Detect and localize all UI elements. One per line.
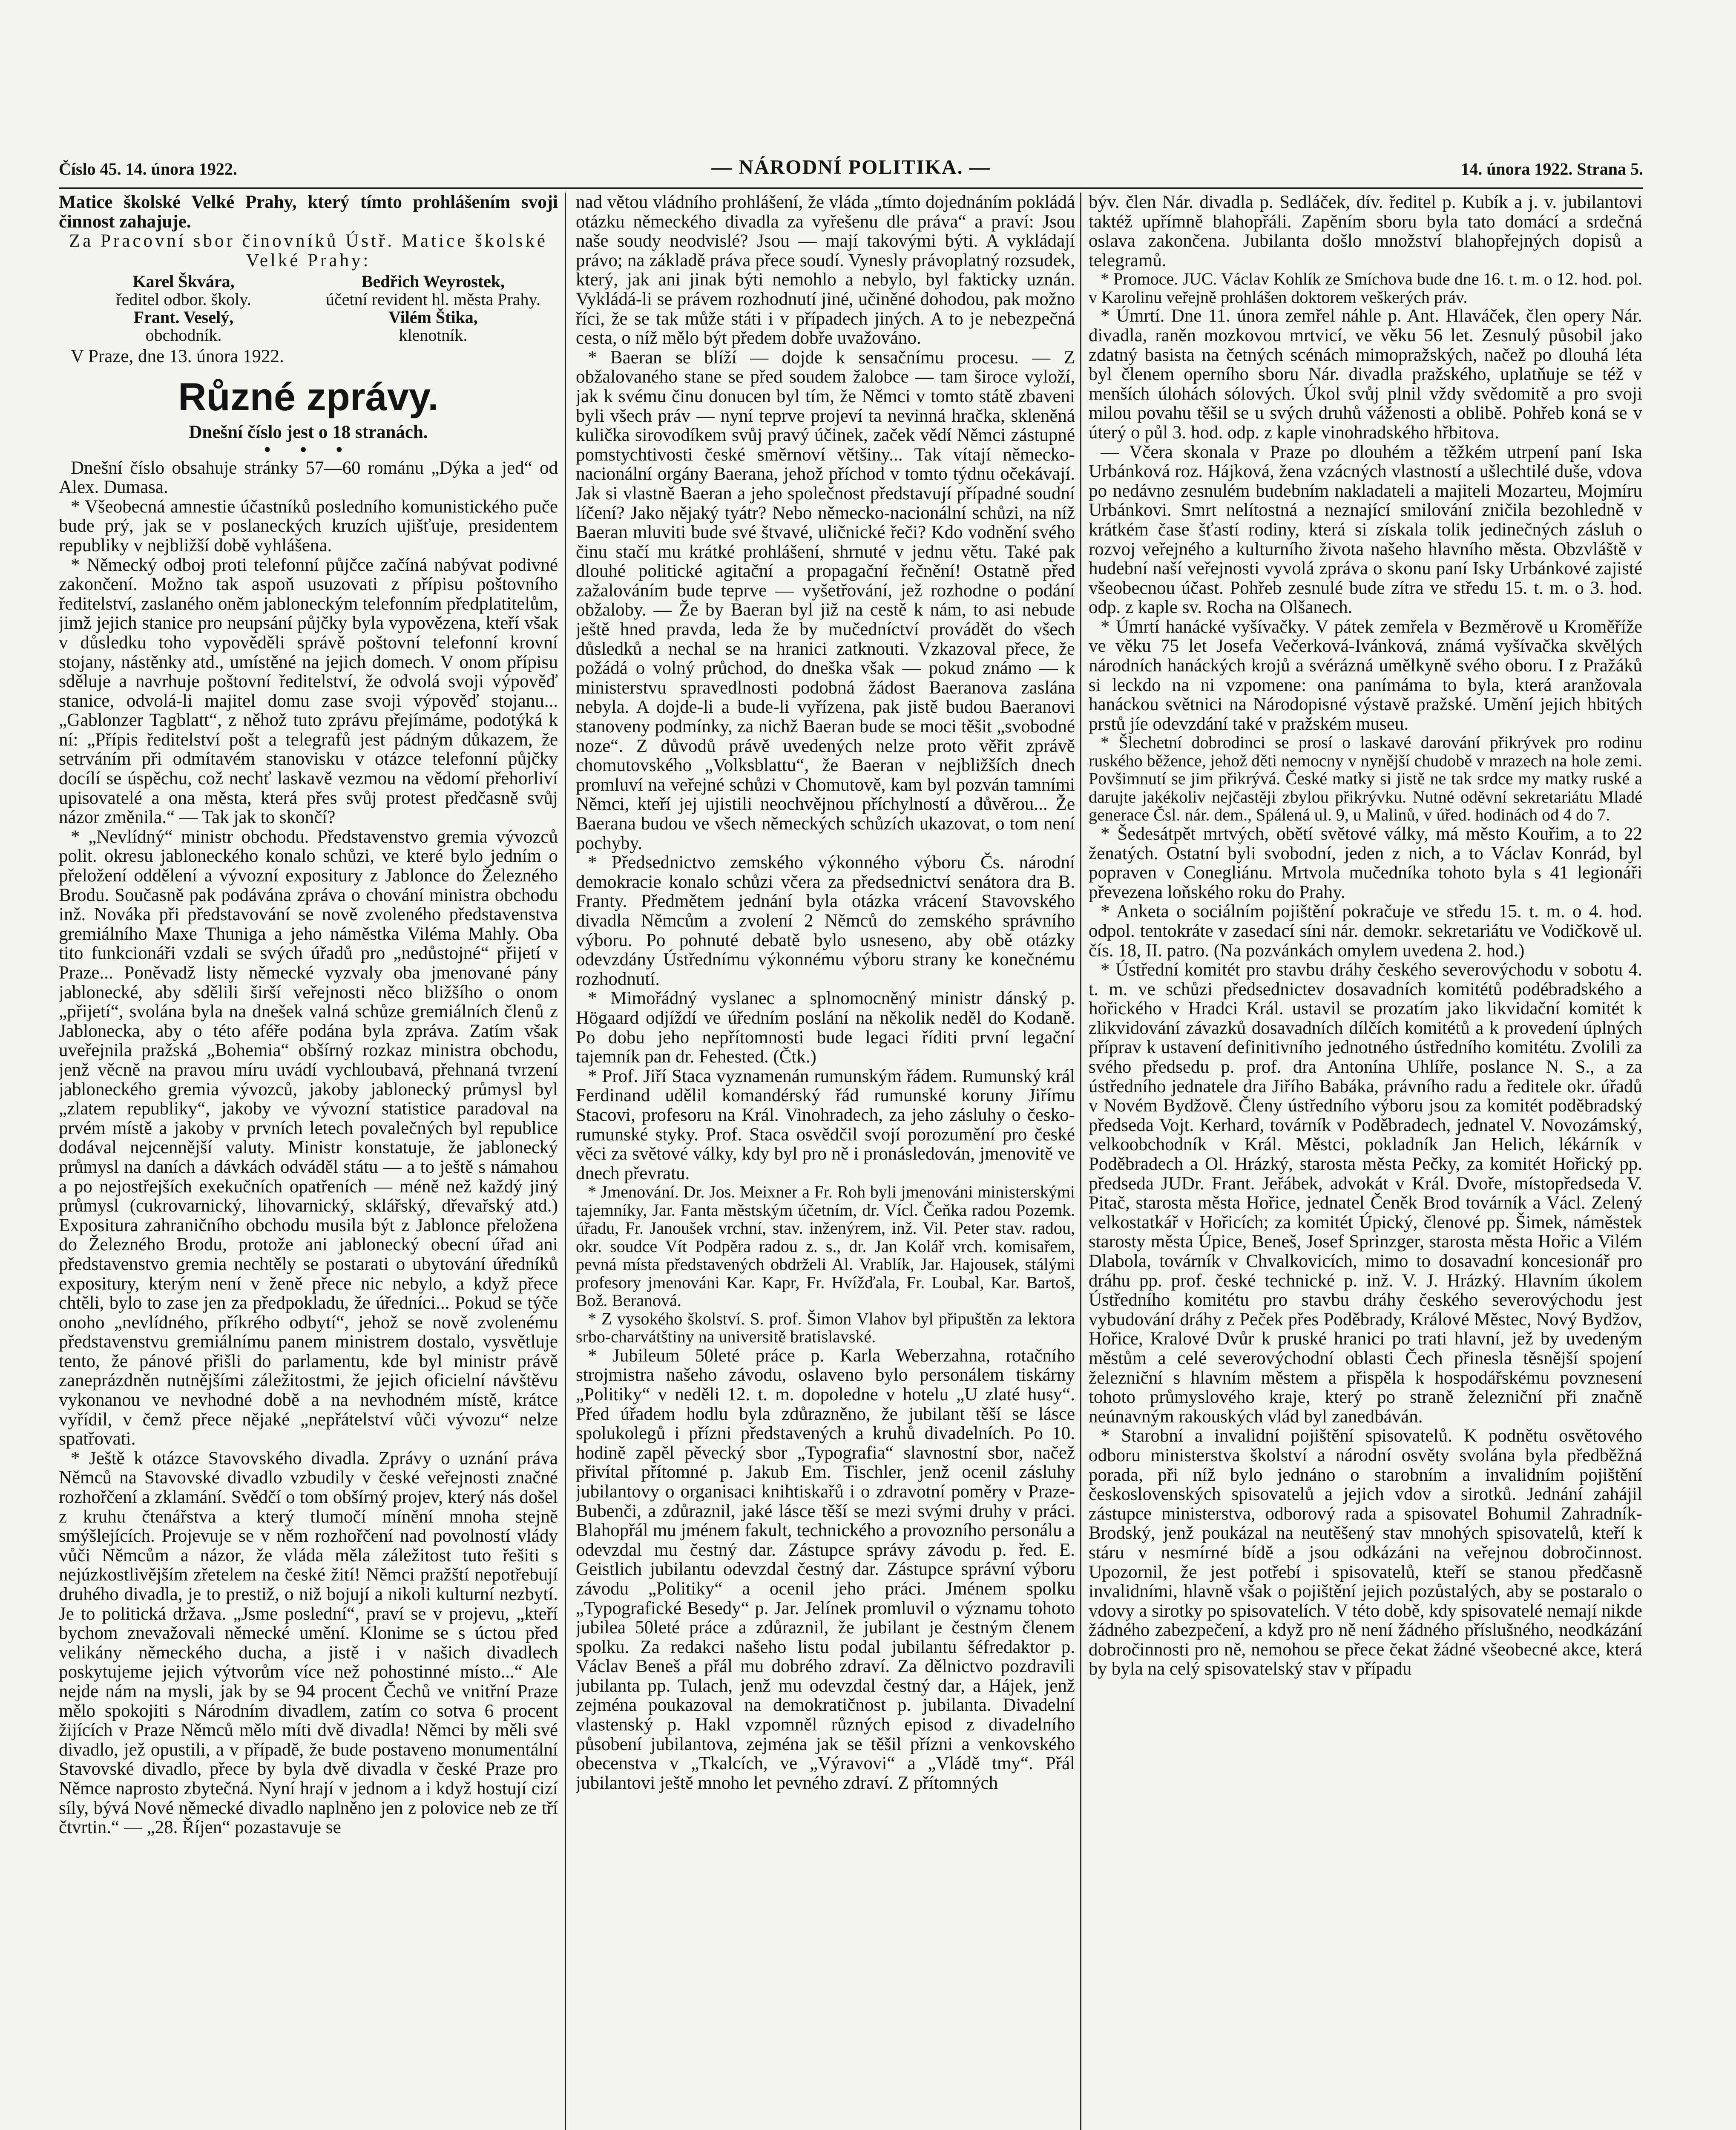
page-header <box>59 155 1643 185</box>
news-item: * Všeobecná amnestie účastníků posledního komunistického puče bude prý, jak se v poslaneckých kruzích ujišťuje, presidentem republiky v nejbližší době vyhlášena. <box>59 496 558 556</box>
issue-number: Číslo 45. 14. února 1922. <box>59 159 237 178</box>
news-item: * Šedesátpět mrtvých, obětí světové války, má město Kouřim, a to 22 ženatých. Ostatní byli svobodní, jeden z nich, a to Václav Konrád, byl popraven v Conegliánu. Mrtvola mučedníka tohoto byla s 41 legionáři převezena loňského roku do Prahy. <box>1089 823 1642 902</box>
signatures <box>59 273 558 344</box>
signature: Frant. Veselý, obchodník. <box>133 308 234 345</box>
column-2 <box>576 193 1075 2130</box>
news-item: * Německý odboj proti telefonní půjčce začíná nabývat podivné zakončení. Možno tak aspoň usuzovati z přípisu poštovního ředitelství, zaslaného oněm jabloneckým telefonním předplatitelům, jimž jejich stanice pro neupsání půjčky byla vypovězena, kteří však v důsledku toho vypověděli správě poštovní telefonní krovní stojany, nástěnky atd., umístěné na jejich domech. V onom přípisu sděluje a navrhuje poštovní ředitelství, že odvolá svoji výpověď stanice, odvolá-li majitel domu zase svoji výpověď stojanu... „Gablonzer Tagblatt“, z něhož tuto zprávu přejímáme, podotýká k ní: „Přípis ředitelství pošt a telegrafů jest pádným důkazem, že setrváním při odmítavém stanovisku v otázce telefonní půjčky docílí se úspěchu, což nechť laskavě vezmou na vědomí přehorliví upisovatelé a ona města, která přes svůj protest předčasně svůj názor změnila.“ — Tak jak to skončí? <box>59 555 558 828</box>
news-item: * Mimořádný vyslanec a splnomocněný ministr dánský p. Högaard odjíždí ve úředním poslání na několik neděl do Kodaně. Po dobu jeho nepřítomnosti bude legaci říditi první legační tajemník pan dr. Fehested. (Čtk.) <box>576 988 1075 1067</box>
signature: Vilém Štika, klenotník. <box>388 308 478 345</box>
news-item: * Ústřední komitét pro stavbu dráhy českého severovýchodu v sobotu 4. t. m. ve schůzi předsednictev dosavadních komitétů podébradského a hořického v Hradci Král. ustavil se prozatím jako likvidační komitét k zlikvidování závazků dosavadních dílčích komitétů a k provedení úplných příprav k ustavení definitivního jednotného ústředního komitétu. Zvolili za svého předsedu p. prof. dra Antonína Uhlíře, poslance N. S., a za ústředního jednatele dra Jiřího Babáka, právního radu a ředitele okr. úřadů v Novém Bydžově. Členy ústředního výboru jsou za komitét poděbradský předseda Vojt. Kerhard, továrník v Poděbradech, jednatel V. Novozámský, velkoobchodník v Král. Městci, pokladník Jan Helich, lékárník v Poděbradech a Ol. Hrázký, starosta města Pečky, za komitét Hořický pp. předseda JUDr. Frant. Jeřábek, advokát v Král. Dvoře, místopředseda V. Pitač, starosta města Hořice, jednatel Čeněk Brod továrník a Václ. Zelený velkostatkář v Hořicích; za komitét Úpický, členové pp. Šimek, náměstek starosty města Úpice, Beneš, Josef Sprinzger, starosta města Hořic a Vilém Dlabola, továrník v Chvalkovicích, mimo to dosavadní koncesionář pro dráhu pp. prof. české technické p. inž. V. J. Hrázký. Hlavním úkolem Ústředního komitétu pro stavbu dráhy českého severovýchodu jest vybudování dráhy z Peček přes Poděbrady, Králové Městec, Nový Bydžov, Hořice, Kralové Dvůr k pruské hranici po trati hlavní, jež by uvedeným městům a celé severovýchodní oblasti Čech přinesla těsnější spojení železniční s hlavním městem a přispěla k hospodářskému povznesení tohoto průmyslového kraje, který po straně železniční při značně neúnavným rakouských vlád byl zanedbáván. <box>1089 960 1642 1427</box>
column-1 <box>59 193 558 2130</box>
signatories-intro: Za Pracovní sbor činovníků Ústř. Matice školské Velké Prahy: <box>69 231 548 271</box>
article-continuation: nad větou vládního prohlášení, že vláda „tímto dojednáním pokládá otázku německého divadla za vyřešenu dle práva“ a praví: Jsou naše soudy neodvislé? Jsou — mají takovými býti. A vykládají právo; na základě práva přece soudí. Vynesly právoplatný rozsudek, který, jak ani jinak býti nemohlo a nebylo, byl fakticky uznán. Vykládá-li se právem rozhodnutí jiné, učiněné dohodou, pak možno říci, že se tak může státi i v případech jiných. A to je nebezpečná cesta, o níž mělo být předem dobře uvažováno. <box>576 193 1075 348</box>
issue-note: Dnešní číslo jest o 18 stranách. <box>189 422 428 442</box>
masthead-title: — NÁRODNÍ POLITIKA. — <box>711 156 991 178</box>
section-heading: Různé zprávy. <box>178 375 439 419</box>
column-divider <box>565 193 566 2130</box>
news-item: * Úmrtí hanácké vyšívačky. V pátek zemřela v Bezměrově u Kroměříže ve věku 75 let Josefa Večerková-Ivánková, známá vyšívačka skvělých národních hanáckých krojů a svérázná umělkyně svého oboru. I z Pražáků si leckdo na ni vzpomene: ona panímáma to byla, která aranžovala hanáckou světnici na Národopisné výstavě pražské. Umění jejich hbitých prstů jíe odevzdání také v pražském museu. <box>1089 616 1642 734</box>
news-item: * Úmrtí. Dne 11. února zemřel náhle p. Ant. Hlaváček, člen opery Nár. divadla, raněn mozkovou mrtvicí, ve věku 56 let. Zesnulý působil jako zdatný basista na četných scénách mimopražských, načež po dlouhá léta byl členem operního sboru Nár. divadla pražského, uplatňuje se též v menších úlohách sólových. Úkol svůj plnil vždy svědomitě a pro svoji milou povahu těšil se u svých druhů váženosti a oblibě. Pohřeb koná se v úterý o půl 3. hod. odp. z kaple vinohradského hřbitova. <box>1089 306 1642 443</box>
news-item: * Promoce. JUC. Václav Kohlík ze Smíchova bude dne 16. t. m. o 12. hod. pol. v Karolinu veřejně prohlášen doktorem veškerých práv. <box>1089 269 1642 307</box>
news-item: * Baeran se blíží — dojde k sensačnímu procesu. — Z obžalovaného stane se před soudem žalobce — tam široce vyloží, jak k svému činu donucen byl tím, že Němci v tomto státě zbaveni byli všech práv — nyní teprve projeví ta nevinná hračka, skleněná kulička sirovodíkem svůj pravý účinek, začek vědí Němci zástupné pomstychtivosti české směrnoví většiny... Tak vítají německo-nacionální orgány Baerana, jehož příchod v tomto týdnu očekávají. Jak si vlastně Baeran a jeho společnost představují případné soudní líčení? Jako nějaký tyátr? Nebo německo-nacionální schůzi, na níž Baeran mluviti bude své štvavé, uličnické řeči? Kdo vodnění svého činu stačí mu krátké prohlášení, shrnuté v jednu větu. Také pak dlouhé politické agitační a propagační řečnění! Ostatně před zažalováním bude teprve — vyšetřování, jež rozhodne o podání obžaloby. — Že by Baeran byl již na cestě k nám, to asi nebude ještě hned pravda, leda že by mučedníctví provádět do všech důsledků a nechal se na hranici zatknouti. Vzkazoval přece, že požádá o volný průchod, do dneška však — pokud známo — k ministerstvu spravedlnosti podobná žádost Baeranova zaslána nebyla. A dojde-li a bude-li vyřízena, pak jistě budou Baeranovi stanoveny podmínky, za nichž Baeran bude se moci těšit „svobodné noze“. Z důvodů právě uvedených nelze proto věřit zprávě chomutovského „Volksblattu“, že Baeran v nejbližších dnech promluví na veřejné schůzi v Chomutově, kam byl pozván tamními Němci, kteří jej ujistili neochvějnou příchylností a důvěrou... Že Baerana budou ve všech německých schůzích ukazovat, o tom není pochyby. <box>576 347 1075 853</box>
column-3 <box>1089 193 1642 2130</box>
news-item: * Šlechetní dobrodinci se prosí o laskavé darování přikrývek pro rodinu ruského běžence, jehož děti nemocny v nynější chudobě v mrazech na hole zemi. Povšimnutí se jim přikrývá. České matky si jistě ne tak srdce my matky ruské a darujte jakékoliv nejčastěji zbylou přikrývku. Nutné oděvní sekretariátu Mladé generace Čsl. nár. dem., Spálená ul. 9, u Malinů, v úřed. hodinách od 4 do 7. <box>1089 733 1642 825</box>
news-item: * Starobní a invalidní pojištění spisovatelů. K podnětu osvětového odboru ministerstva školství a národní osvěty svolána byla předběžná porada, při níž bylo jednáno o starobním a invalidním pojištění československých spisovatelů a jejich vdov a sirotků. Jednání zahájil zástupce ministerstva, odborový rada a spisovatel Bohumil Zahradník-Brodský, jenž poukázal na neutěšený stav mnohých spisovatelů, kteří k stáru v nesmírné bídě a jsou odkázáni na veřejnou dobročinnost. Upozornil, že jest potřebí i spisovatelů, kteří se stanou předčasně invalidními, hlavně však o pojištění jejich pozůstalých, aby se postaralo o vdovy a sirotky po spisovatelích. V této době, kdy spisovatelé nemají nikde žádného zabezpečení, a když pro ně není žádného příslušného, neodkázání dobročinnosti pro ně, nemohou se přece čekat žádné všeobecné akce, která by byla na celý spisovatelský stav v případu <box>1089 1426 1642 1679</box>
column-divider <box>1080 193 1081 2130</box>
dateline: V Praze, dne 13. února 1922. <box>71 346 284 367</box>
news-item: — Včera skonala v Praze po dlouhém a těžkém utrpení paní Iska Urbánková roz. Hájková, žena vzácných vlastností a ušlechtilé duše, vdova po nedávno zesnulém budebním nakladateli a majiteli Mozarteu, Mojmíru Urbánkovi. Smrt nelítostná a neznající smilování zničila bezohledně v krátkém čase šťastí rodiny, která si získala tolik jedinečných zásluh o rozvoj veřejného a kulturního života našeho hlavního města. Obzvláště v hudební naší veřejnosti vyvolá zpráva o skonu paní Isky Urbánkové zajisté všeobecnou účast. Pohřeb zesnulé bude zítra ve středu 15. t. m. o 3. hod. odp. z kaple sv. Rocha na Olšanech. <box>1089 442 1642 618</box>
news-item: * Z vysokého školství. S. prof. Šimon Vlahov byl připuštěn za lektora srbo-charvátštiny na universitě bratislavské. <box>576 1309 1075 1347</box>
signature: Bedřich Weyrostek, účetní revident hl. města Prahy. <box>326 272 540 309</box>
news-item: * Jubileum 50leté práce p. Karla Weberzahna, rotačního strojmistra našeho závodu, oslaveno bylo personálem tiskárny „Politiky“ v neděli 12. t. m. dopoledne v hotelu „U zlaté husy“. Před úřadem hodlu byla zdůrazněno, že jubilant těší se lásce spolukolegů i přízni představených a kruhů divadelních. Po 10. hodině zapěl pěvecký sbor „Typografia“ slavnostní sbor, načež přivítal přítomné p. Jakub Em. Tischler, jenž ocenil zásluhy jubilantovy o organisaci knihtiskařů i o zdravotní poměry v Praze-Bubenči, a zdůraznil, jaké lásce těší se mezi svými druhy v práci. Blahopřál mu jménem fakult, technického a provozního personálu a odevzdal mu čestný dar. Zástupce správy závodu p. řed. E. Geistlich jubilantu odevzdal čestný dar. Zástupce správní výboru závodu „Politiky“ a ocenil jeho práci. Jménem spolku „Typografické Besedy“ p. Jar. Jelínek promluvil o významu tohoto jubilea 50leté práce a zdůraznil, že jubilant je čestným členem spolku. Za redakci našeho listu podal jubilantu šéfredaktor p. Václav Beneš a přál mu dobrého zdraví. Za dělnictvo pozdravili jubilanta pp. Tulach, jenž mu odevzdal čestný dar, a Hájek, jenž zejména poukazoval na demokratičnost p. jubilanta. Divadelní vlastenský p. Hakl vzpomněl různých episod z divadelního působení jubilantova, zejména jak se těšil přízni a venkovského obecenstva v „Tkalcích, ve „Výravovi“ a „Vládě tmy“. Přál jubilantovi ještě mnoho let pevného zdraví. Z přítomných <box>576 1345 1075 1793</box>
novel-note: Dnešní číslo obsahuje stránky 57—60 románu „Dýka a jed“ od Alex. Dumasa. <box>59 458 558 498</box>
date-and-page: 14. února 1922. Strana 5. <box>1461 159 1643 178</box>
news-item: * Jmenování. Dr. Jos. Meixner a Fr. Roh byli jmenováni ministerskými tajemníky, Jar. Fanta městským účetním, dr. Vícl. Čeňka radou Pozemk. úřadu, Fr. Janoušek vrchní, stav. inženýrem, inž. Vil. Peter stav. radou, okr. soudce Vít Podpěra radou z. s., dr. Jan Kolář vrch. komisařem, pevná místa představených obdrželi Al. Vrablík, Jar. Hajousek, stálými profesory jmenováni Kar. Kapr, Fr. Hvížďala, Fr. Loubal, Kar. Bartoš, Bož. Beranová. <box>576 1182 1075 1310</box>
signature: Karel Škvára, ředitel odbor. školy. <box>116 272 251 309</box>
news-item: * „Nevlídný“ ministr obchodu. Představenstvo gremia vývozců polit. okresu jabloneckého konalo schůzi, ve které bylo jedním o přeložení oddělení a vývozní expositury z Jablonce do Železného Brodu. Současně pak podávána zpráva o chování ministra obchodu inž. Nováka při představování se nově zvoleného představenstva gremiálního Maxe Thuniga a jeho náměstka Viléma Mahly. Oba tito funkcionáři vzdali se svých úřadů pro „nedůstojné“ přijetí v Praze... Poněvadž listy německé vyzvaly oba jmenované pány jablonecké, aby sdělili širší veřejnosti něco bližšího o onom „přijetí“, svolána byla na dnešek valná schůze gremiálních členů z Jablonecka, aby o této aféře podána byla zpráva. Zatím však uveřejnila pražská „Bohemia“ obšírný rozkaz ministra obchodu, jenž věcně na pravou míru uvádí vychloubavá, přehnaná tvrzení jabloneckého gremia vývozců, jakoby jablonecký průmysl byl „zlatem republiky“, jakoby ve vývozní statistice paradoval na prvém místě a jakoby v prvních letech povalečných byl republice dodával nejcennější valuty. Ministr konstatuje, že jablonecký průmysl na daních a dávkách odváděl státu — a to ještě s námahou a po nejostřejších exekučních opatřeních — méně než každý jiný průmysl (cukrovarnický, lihovarnický, sklářský, dřevařský atd.) Expositura zahraničního obchodu musila být z Jablonce přeložena do Železného Brodu, protože ani jablonecký obecní úřad ani představenstvo gremia nechtěly se postarati o ubytování úředníků expositury, kterým není v ženě přece nic nebylo, a když přece chtěli, bylo to zase jen za předpokladu, že úředníci... Pokud se týče onoho „nevlídného, příkrého odbytí“, jehož se nově zvolenému představenstvu gremiálnímu panem ministrem dostalo, vysvětluje tento, že pánové přišli do parlamentu, kde byl ministr právě zaneprázdněn nutnějšími záležitostmi, že jejich oficielní návštěvu vykonanou ve nevhodné době a na nevhodném místě, krátce vyřídil, v čemž přece nějaké „nepřátelství vůči vývozu“ nelze spatřovati. <box>59 826 558 1449</box>
news-item: * Prof. Jiří Staca vyznamenán rumunským řádem. Rumunský král Ferdinand udělil komandérský řád rumunské koruny Jiřímu Stacovi, profesoru na Král. Vinohradech, za jeho zásluhy o česko-rumunské styky. Prof. Staca osvědčil svojí porozumění pro české věci za světové války, kdy byl pro ně i pronásledován, jmenovitě ve dnech převratu. <box>576 1066 1075 1183</box>
header-rule <box>59 187 1643 189</box>
news-item: * Ještě k otázce Stavovského divadla. Zprávy o uznání práva Němců na Stavovské divadlo vzbudily v české veřejnosti značné rozhořčení a zklamání. Svědčí o tom obšírný projev, který nás došel z kruhu čtenářstva a který tlumočí mínění mnoha stejně smýšlejících. Projevuje se v něm rozhořčení nad povolností vlády vůči Němcům a názor, že vláda měla záležitost tuto řešiti s nejúzkostlivějším zřetelem na české žití! Němci pražští nepotřebují druhého divadla, je to prestiž, o niž bojují a nikoli kulturní nezbytí. Je to politická država. „Jsme poslední“, praví se v projevu, „kteří bychom znevažovali německé umění. Klonime se s úctou před velikány německého ducha, a jistě i v našich divadlech poskytujeme jejich výtvorům více než pohostinné místo...“ Ale nejde nám na mysli, jak by se 94 procent Čechů ve vnitřní Praze mělo spokojiti s Národním divadlem, zatím co sotva 6 procent žijících v Praze Němců mělo míti dvě divadla! Němci by měli své divadlo, jež opustili, a v případě, že bude postaveno monumentální Stavovské divadlo, přece by byla dvě divadla v české Praze pro Němce naprosto zbytečná. Nyní hrají v jednom a i když hostují cizí síly, bývá Nové německé divadlo naplněno jen z polovice neb ze tří čtvrtin.“ — „28. Říjen“ pozastavuje se <box>59 1448 558 1838</box>
news-item: * Předsednictvo zemského výkonného výboru Čs. národní demokracie konalo schůzi včera za předsednictví senátora dra B. Franty. Předmětem jednání byla otázka vrácení Stavovského divadla Němcům a zvolení 2 Němců do zemského správního výboru. Po pohnuté debatě bylo usneseno, aby obě otázky odevzdány Ústřednímu výkonnému výboru strany ke konečnému rozhodnutí. <box>576 852 1075 989</box>
article-continuation: Matice školské Velké Prahy, který tímto prohlášením svoji činnost zahajuje. <box>59 193 558 232</box>
separator-dots: • • • <box>262 440 355 460</box>
article-continuation: býv. člen Nár. divadla p. Sedláček, dív. ředitel p. Kubík a j. v. jubilantovi taktéž upřímně blahopřáli. Zapěním sboru byla tato domácí a srdečná oslava zakončena. Jubilanta došlo množství blahopřejných dopisů a telegramů. <box>1089 193 1642 271</box>
news-item: * Anketa o sociálním pojištění pokračuje ve středu 15. t. m. o 4. hod. odpol. tentokráte v zasedací síni nár. demokr. sekretariátu ve Vodičkově ul. čís. 18, II. patro. (Na pozvánkách omylem uvedena 2. hod.) <box>1089 901 1642 961</box>
